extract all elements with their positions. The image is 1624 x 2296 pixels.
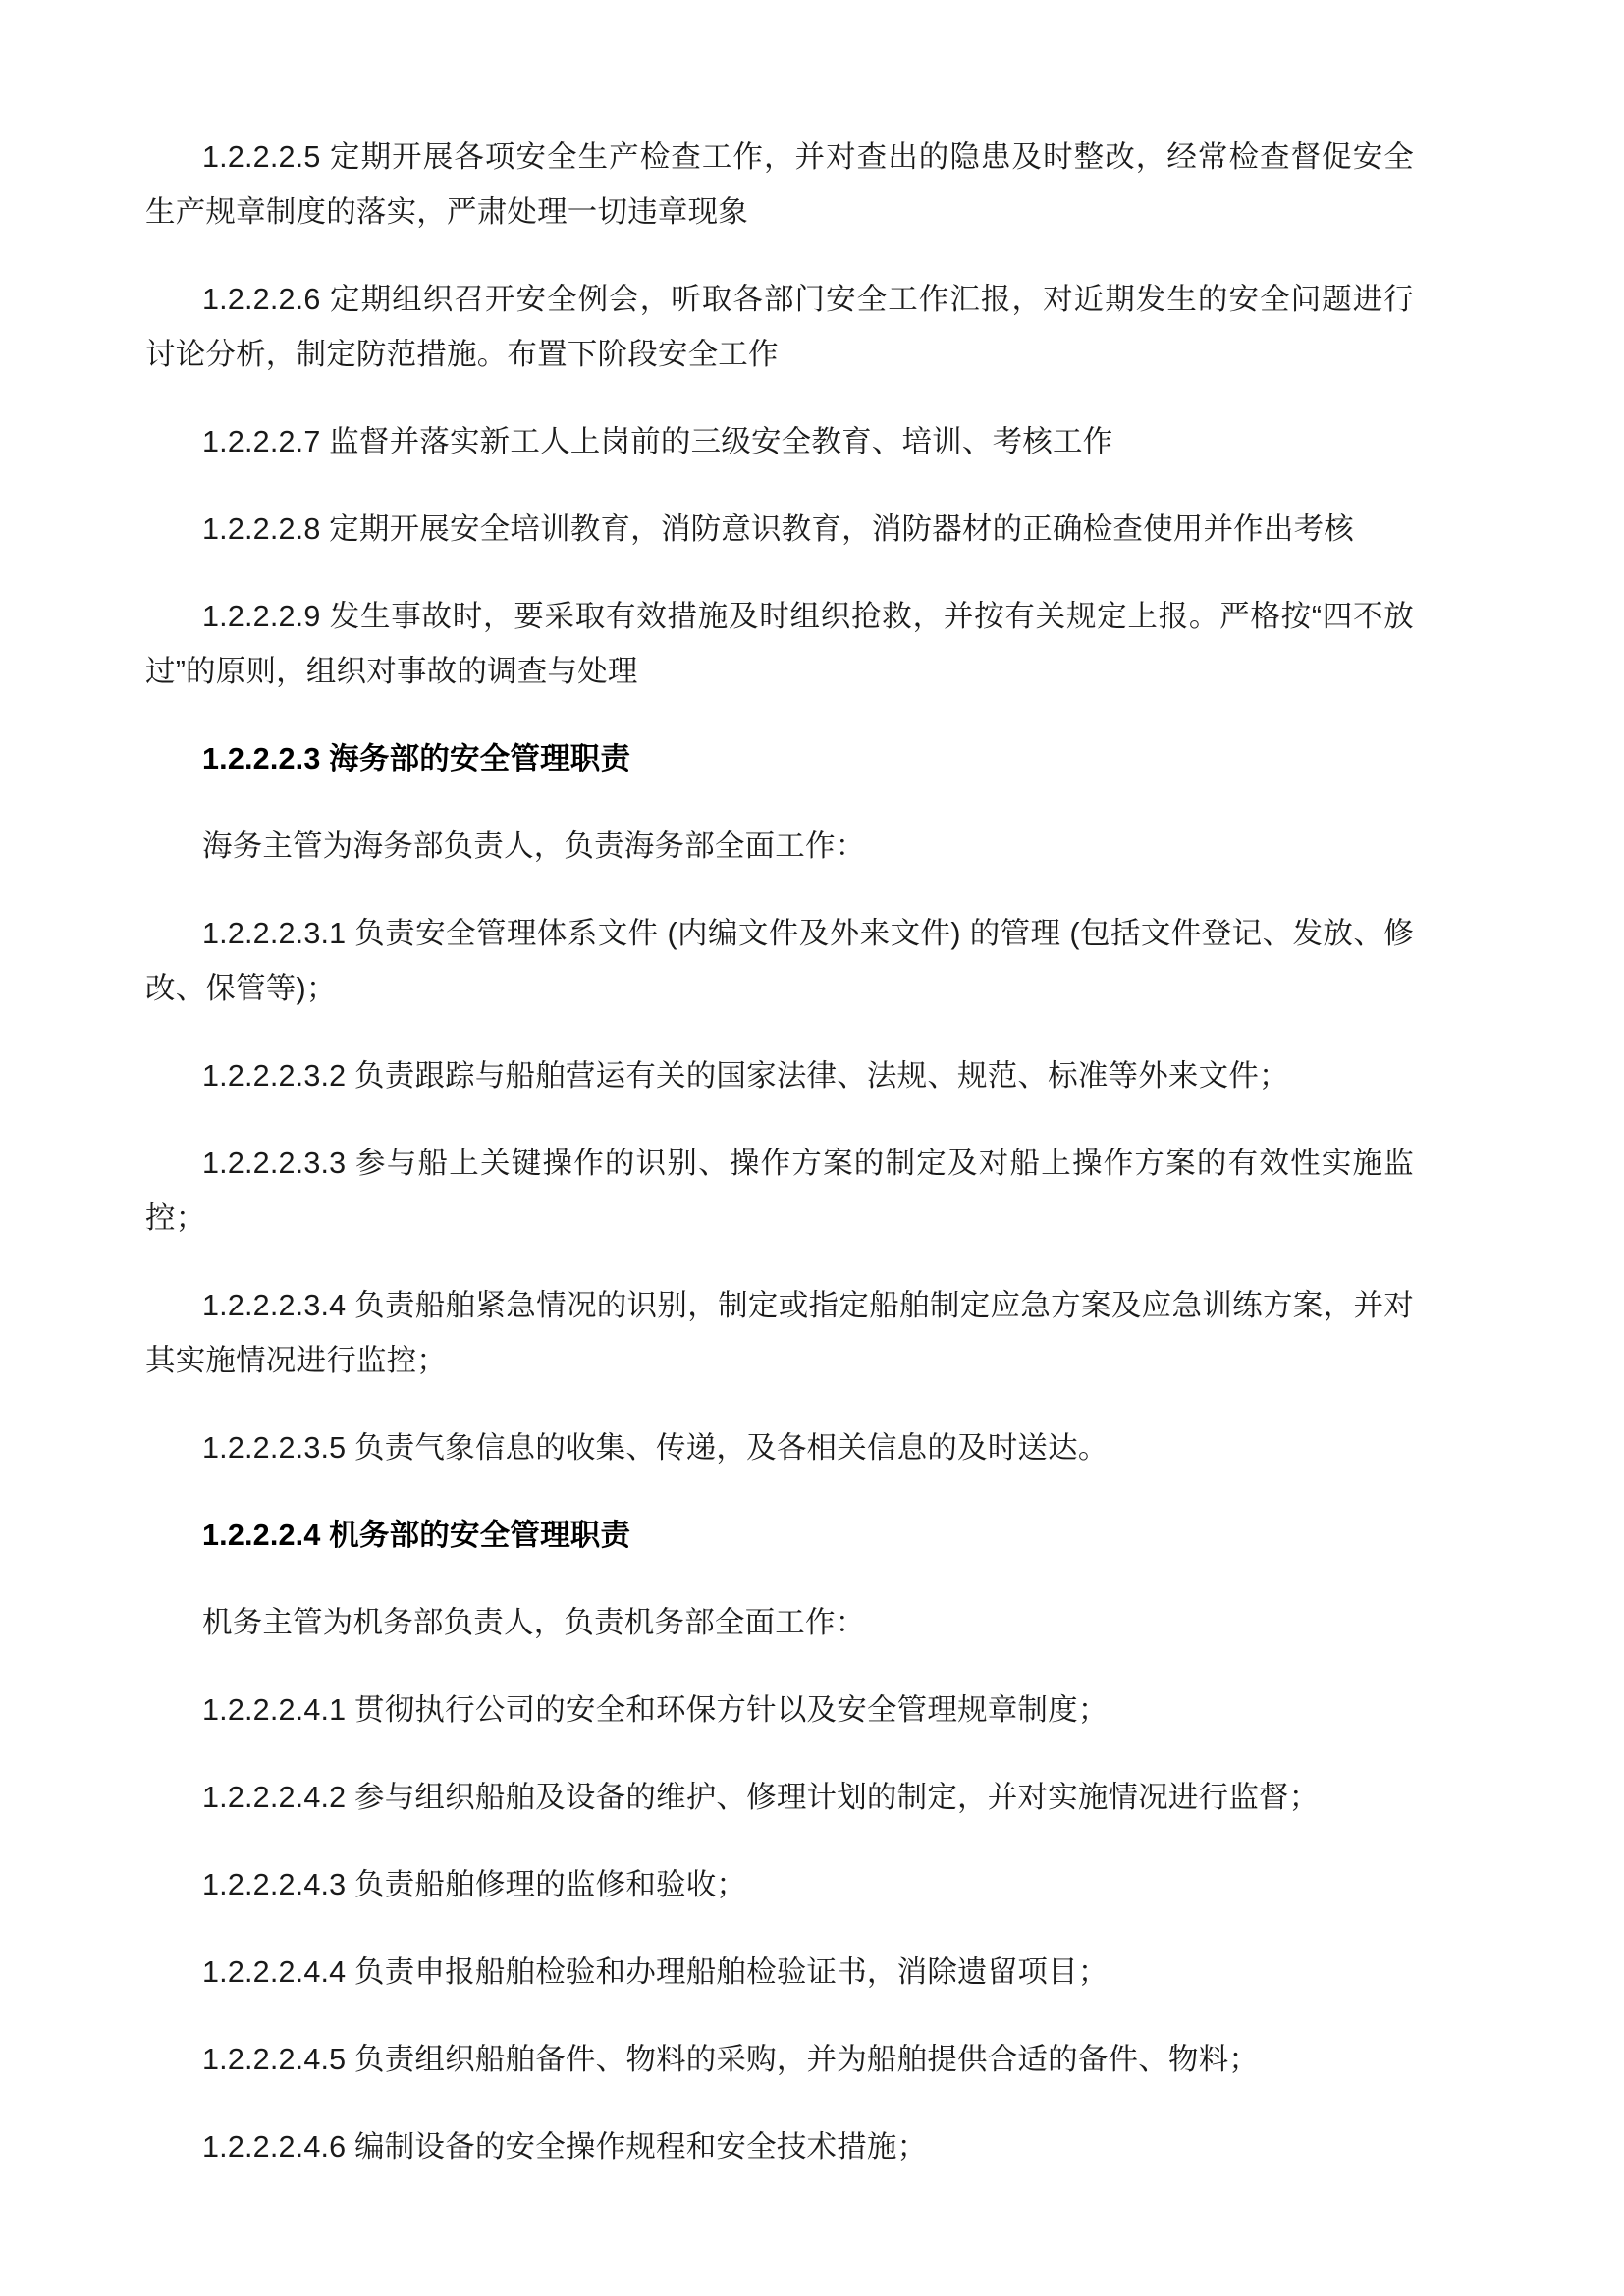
clause-1-2-2-2-3-2: 1.2.2.2.3.2 负责跟踪与船舶营运有关的国家法律、法规、规范、标准等外来文件；	[202, 1059, 1289, 1093]
clause-1-2-2-2-5: 1.2.2.2.5 定期开展各项安全生产检查工作，并对查出的隐患及时整改，经常检查督促安全生产规章制度的落实，严肃处理一切违章现象	[145, 140, 1414, 229]
section-lead-in-haiwu: 海务主管为海务部负责人，负责海务部全面工作：	[202, 829, 866, 863]
clause-1-2-2-2-7: 1.2.2.2.7 监督并落实新工人上岗前的三级安全教育、培训、考核工作	[202, 425, 1113, 458]
clause-1-2-2-2-4-2: 1.2.2.2.4.2 参与组织船舶及设备的维护、修理计划的制定，并对实施情况进行监督；	[202, 1781, 1320, 1814]
clause-1-2-2-2-4-4: 1.2.2.2.4.4 负责申报船舶检验和办理船舶检验证书，消除遗留项目；	[202, 1955, 1109, 1989]
section-heading-1-2-2-2-3: 1.2.2.2.3 海务部的安全管理职责	[202, 742, 631, 775]
clause-1-2-2-2-4-1: 1.2.2.2.4.1 贯彻执行公司的安全和环保方针以及安全管理规章制度；	[202, 1693, 1109, 1727]
clause-1-2-2-2-3-5: 1.2.2.2.3.5 负责气象信息的收集、传递，及各相关信息的及时送达。	[202, 1431, 1109, 1465]
document-body	[145, 130, 1414, 2174]
clause-1-2-2-2-3-3: 1.2.2.2.3.3 参与船上关键操作的识别、操作方案的制定及对船上操作方案的有效性实施监控；	[145, 1147, 1414, 1235]
clause-1-2-2-2-4-5: 1.2.2.2.4.5 负责组织船舶备件、物料的采购，并为船舶提供合适的备件、物料；	[202, 2043, 1260, 2076]
clause-1-2-2-2-4-6: 1.2.2.2.4.6 编制设备的安全操作规程和安全技术措施；	[202, 2130, 928, 2163]
clause-1-2-2-2-9: 1.2.2.2.9 发生事故时，要采取有效措施及时组织抢救，并按有关规定上报。严格按“四不放过”的原则，组织对事故的调查与处理	[145, 600, 1414, 688]
clause-1-2-2-2-3-4: 1.2.2.2.3.4 负责船舶紧急情况的识别，制定或指定船舶制定应急方案及应急训练方案，并对其实施情况进行监控；	[145, 1289, 1414, 1377]
clause-1-2-2-2-8: 1.2.2.2.8 定期开展安全培训教育，消防意识教育，消防器材的正确检查使用并作出考核	[202, 512, 1354, 546]
clause-1-2-2-2-3-1: 1.2.2.2.3.1 负责安全管理体系文件 (内编文件及外来文件) 的管理 (包括文件登记、发放、修改、保管等)；	[145, 917, 1414, 1005]
clause-1-2-2-2-6: 1.2.2.2.6 定期组织召开安全例会，听取各部门安全工作汇报，对近期发生的安全问题进行讨论分析，制定防范措施。布置下阶段安全工作	[145, 283, 1414, 371]
section-heading-1-2-2-2-4: 1.2.2.2.4 机务部的安全管理职责	[202, 1519, 631, 1552]
clause-1-2-2-2-4-3: 1.2.2.2.4.3 负责船舶修理的监修和验收；	[202, 1868, 747, 1901]
section-lead-in-jiwu: 机务主管为机务部负责人，负责机务部全面工作：	[202, 1606, 866, 1639]
